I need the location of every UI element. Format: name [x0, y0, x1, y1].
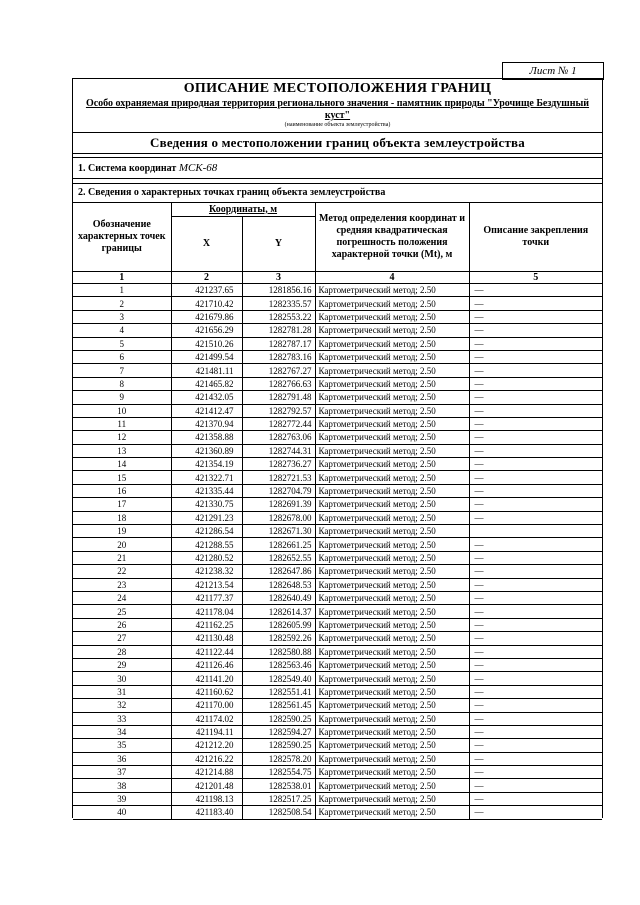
table-row — [73, 712, 602, 725]
coord-x-cell: 421360.89 — [171, 444, 242, 457]
fixing-description-cell: — — [469, 511, 602, 524]
fixing-description-cell: — — [469, 404, 602, 417]
point-number-cell: 37 — [73, 766, 171, 779]
fixing-description-cell: — — [469, 284, 602, 297]
point-number-cell: 15 — [73, 471, 171, 484]
method-cell: Картометрический метод; 2.50 — [315, 498, 469, 511]
coord-y-cell: 1282614.37 — [242, 605, 315, 618]
fixing-description-cell: — — [469, 739, 602, 752]
point-number-cell: 10 — [73, 404, 171, 417]
col-number: 4 — [315, 272, 469, 284]
fixing-description-cell: — — [469, 605, 602, 618]
method-cell: Картометрический метод; 2.50 — [315, 752, 469, 765]
coord-x-cell: 421177.37 — [171, 591, 242, 604]
coord-y-cell: 1282590.25 — [242, 739, 315, 752]
point-number-cell: 39 — [73, 792, 171, 805]
point-number-cell: 18 — [73, 511, 171, 524]
coord-x-cell: 421178.04 — [171, 605, 242, 618]
table-row — [73, 525, 602, 538]
col-number: 3 — [242, 272, 315, 284]
method-cell: Картометрический метод; 2.50 — [315, 725, 469, 738]
method-cell: Картометрический метод; 2.50 — [315, 458, 469, 471]
coord-x-cell: 421412.47 — [171, 404, 242, 417]
col-number: 1 — [73, 272, 171, 284]
col-number: 2 — [171, 272, 242, 284]
coord-x-cell: 421370.94 — [171, 417, 242, 430]
point-number-cell: 6 — [73, 350, 171, 363]
method-cell: Картометрический метод; 2.50 — [315, 672, 469, 685]
coord-y-cell: 1282783.16 — [242, 350, 315, 363]
coord-x-cell: 421330.75 — [171, 498, 242, 511]
coord-y-cell: 1282549.40 — [242, 672, 315, 685]
method-cell: Картометрический метод; 2.50 — [315, 404, 469, 417]
table-row — [73, 324, 602, 337]
table-row — [73, 792, 602, 805]
table-row — [73, 766, 602, 779]
method-cell: Картометрический метод; 2.50 — [315, 511, 469, 524]
point-number-cell: 2 — [73, 297, 171, 310]
col-header-x: X — [171, 217, 242, 272]
method-cell: Картометрический метод; 2.50 — [315, 792, 469, 805]
points-section-label: 2. Сведения о характерных точках границ объекта землеустройства — [73, 184, 602, 203]
fixing-description-cell: — — [469, 417, 602, 430]
method-cell: Картометрический метод; 2.50 — [315, 739, 469, 752]
coord-y-cell: 1282538.01 — [242, 779, 315, 792]
table-row — [73, 431, 602, 444]
fixing-description-cell: — — [469, 752, 602, 765]
coord-x-cell: 421212.20 — [171, 739, 242, 752]
coord-x-cell: 421432.05 — [171, 391, 242, 404]
fixing-description-cell: — — [469, 324, 602, 337]
coord-y-cell: 1282767.27 — [242, 364, 315, 377]
table-row — [73, 658, 602, 671]
table-row — [73, 779, 602, 792]
coord-y-cell: 1282772.44 — [242, 417, 315, 430]
method-cell: Картометрический метод; 2.50 — [315, 551, 469, 564]
coord-y-cell: 1282551.41 — [242, 685, 315, 698]
fixing-description-cell: — — [469, 618, 602, 631]
point-number-cell: 9 — [73, 391, 171, 404]
method-cell: Картометрический метод; 2.50 — [315, 685, 469, 698]
coord-x-cell: 421126.46 — [171, 658, 242, 671]
table-row — [73, 645, 602, 658]
point-number-cell: 32 — [73, 699, 171, 712]
coord-x-cell: 421170.00 — [171, 699, 242, 712]
coord-x-cell: 421183.40 — [171, 806, 242, 819]
col-header-y: Y — [242, 217, 315, 272]
coord-x-cell: 421465.82 — [171, 377, 242, 390]
coord-x-cell: 421141.20 — [171, 672, 242, 685]
coord-x-cell: 421198.13 — [171, 792, 242, 805]
coord-y-cell: 1282678.00 — [242, 511, 315, 524]
col-header-coordinates: Координаты, м — [171, 203, 315, 217]
coord-x-cell: 421122.44 — [171, 645, 242, 658]
title-block — [73, 80, 602, 133]
coord-y-cell: 1282671.30 — [242, 525, 315, 538]
method-cell: Картометрический метод; 2.50 — [315, 618, 469, 631]
coord-x-cell: 421656.29 — [171, 324, 242, 337]
point-number-cell: 12 — [73, 431, 171, 444]
table-row — [73, 605, 602, 618]
method-cell: Картометрический метод; 2.50 — [315, 377, 469, 390]
method-cell: Картометрический метод; 2.50 — [315, 806, 469, 819]
coord-y-cell: 1282553.22 — [242, 310, 315, 323]
method-cell: Картометрический метод; 2.50 — [315, 712, 469, 725]
point-number-cell: 21 — [73, 551, 171, 564]
coord-y-cell: 1282580.88 — [242, 645, 315, 658]
coord-y-cell: 1282792.57 — [242, 404, 315, 417]
table-row — [73, 725, 602, 738]
coord-y-cell: 1282578.20 — [242, 752, 315, 765]
coord-y-cell: 1282594.27 — [242, 725, 315, 738]
coord-x-cell: 421213.54 — [171, 578, 242, 591]
table-row — [73, 297, 602, 310]
coord-x-cell: 421322.71 — [171, 471, 242, 484]
fixing-description-cell: — — [469, 645, 602, 658]
fixing-description-cell: — — [469, 779, 602, 792]
fixing-description-cell: — — [469, 498, 602, 511]
coordinate-system-value: МСК-68 — [178, 162, 218, 174]
method-cell: Картометрический метод; 2.50 — [315, 350, 469, 363]
coord-y-cell: 1282508.54 — [242, 806, 315, 819]
table-row — [73, 471, 602, 484]
table-row — [73, 565, 602, 578]
method-cell: Картометрический метод; 2.50 — [315, 645, 469, 658]
coord-y-cell: 1282561.45 — [242, 699, 315, 712]
coord-y-cell: 1282744.31 — [242, 444, 315, 457]
method-cell: Картометрический метод; 2.50 — [315, 337, 469, 350]
point-number-cell: 33 — [73, 712, 171, 725]
coord-x-cell: 421286.54 — [171, 525, 242, 538]
fixing-description-cell: — — [469, 699, 602, 712]
coord-y-cell: 1282652.55 — [242, 551, 315, 564]
coord-y-cell: 1282648.53 — [242, 578, 315, 591]
fixing-description-cell: — — [469, 725, 602, 738]
fixing-description-cell: — — [469, 806, 602, 819]
point-number-cell: 17 — [73, 498, 171, 511]
method-cell: Картометрический метод; 2.50 — [315, 364, 469, 377]
fixing-description-cell: — — [469, 458, 602, 471]
point-number-cell: 1 — [73, 284, 171, 297]
table-row — [73, 444, 602, 457]
method-cell: Картометрический метод; 2.50 — [315, 591, 469, 604]
table-row — [73, 458, 602, 471]
object-name-caption: (наименование объекта землеустройства) — [284, 122, 391, 128]
method-cell: Картометрический метод; 2.50 — [315, 779, 469, 792]
coord-x-cell: 421216.22 — [171, 752, 242, 765]
coord-x-cell: 421335.44 — [171, 484, 242, 497]
fixing-description-cell: — — [469, 350, 602, 363]
point-number-cell: 30 — [73, 672, 171, 685]
point-number-cell: 36 — [73, 752, 171, 765]
document-frame — [72, 78, 603, 818]
coord-y-cell: 1282781.28 — [242, 324, 315, 337]
fixing-description-cell: — — [469, 310, 602, 323]
coord-y-cell: 1282592.26 — [242, 632, 315, 645]
table-row — [73, 699, 602, 712]
method-cell: Картометрический метод; 2.50 — [315, 471, 469, 484]
method-cell: Картометрический метод; 2.50 — [315, 632, 469, 645]
table-row — [73, 511, 602, 524]
coord-x-cell: 421481.11 — [171, 364, 242, 377]
method-cell: Картометрический метод; 2.50 — [315, 310, 469, 323]
coord-y-cell: 1282554.75 — [242, 766, 315, 779]
point-number-cell: 34 — [73, 725, 171, 738]
coord-y-cell: 1282517.25 — [242, 792, 315, 805]
point-number-cell: 16 — [73, 484, 171, 497]
method-cell: Картометрический метод; 2.50 — [315, 525, 469, 538]
point-number-cell: 26 — [73, 618, 171, 631]
table-row — [73, 484, 602, 497]
table-row — [73, 337, 602, 350]
fixing-description-cell: — — [469, 632, 602, 645]
method-cell: Картометрический метод; 2.50 — [315, 391, 469, 404]
coord-x-cell: 421280.52 — [171, 551, 242, 564]
coord-y-cell: 1282763.06 — [242, 431, 315, 444]
point-number-cell: 31 — [73, 685, 171, 698]
coord-y-cell: 1282691.39 — [242, 498, 315, 511]
coord-y-cell: 1282736.27 — [242, 458, 315, 471]
fixing-description-cell: — — [469, 792, 602, 805]
coord-x-cell: 421237.65 — [171, 284, 242, 297]
method-cell: Картометрический метод; 2.50 — [315, 538, 469, 551]
point-number-cell: 28 — [73, 645, 171, 658]
method-cell: Картометрический метод; 2.50 — [315, 284, 469, 297]
fixing-description-cell: — — [469, 431, 602, 444]
table-row — [73, 364, 602, 377]
coord-y-cell: 1282766.63 — [242, 377, 315, 390]
method-cell: Картометрический метод; 2.50 — [315, 766, 469, 779]
table-row — [73, 538, 602, 551]
sheet-number-label: Лист № 1 — [502, 62, 604, 80]
coord-x-cell: 421358.88 — [171, 431, 242, 444]
table-row — [73, 391, 602, 404]
fixing-description-cell: — — [469, 672, 602, 685]
point-number-cell: 29 — [73, 658, 171, 671]
col-number: 5 — [469, 272, 602, 284]
coord-x-cell: 421354.19 — [171, 458, 242, 471]
table-row — [73, 618, 602, 631]
method-cell: Картометрический метод; 2.50 — [315, 417, 469, 430]
document-title: ОПИСАНИЕ МЕСТОПОЛОЖЕНИЯ ГРАНИЦ — [183, 81, 492, 96]
fixing-description-cell — [469, 525, 602, 538]
table-row — [73, 806, 602, 819]
coord-y-cell: 1282721.53 — [242, 471, 315, 484]
point-number-cell: 5 — [73, 337, 171, 350]
point-number-cell: 8 — [73, 377, 171, 390]
coord-x-cell: 421162.25 — [171, 618, 242, 631]
point-number-cell: 38 — [73, 779, 171, 792]
point-number-cell: 4 — [73, 324, 171, 337]
coord-y-cell: 1282787.17 — [242, 337, 315, 350]
point-number-cell: 27 — [73, 632, 171, 645]
method-cell: Картометрический метод; 2.50 — [315, 658, 469, 671]
coord-y-cell: 1282704.79 — [242, 484, 315, 497]
table-row — [73, 350, 602, 363]
method-cell: Картометрический метод; 2.50 — [315, 605, 469, 618]
col-header-description: Описание закрепления точки — [469, 203, 602, 272]
coord-y-cell: 1282590.25 — [242, 712, 315, 725]
point-number-cell: 7 — [73, 364, 171, 377]
fixing-description-cell: — — [469, 471, 602, 484]
fixing-description-cell: — — [469, 391, 602, 404]
fixing-description-cell: — — [469, 591, 602, 604]
coord-x-cell: 421214.88 — [171, 766, 242, 779]
coord-y-cell: 1282563.46 — [242, 658, 315, 671]
table-row — [73, 739, 602, 752]
fixing-description-cell: — — [469, 565, 602, 578]
coord-x-cell: 421510.26 — [171, 337, 242, 350]
coord-x-cell: 421194.11 — [171, 725, 242, 738]
table-row — [73, 632, 602, 645]
coordinate-system-label: 1. Система координат — [78, 163, 177, 174]
fixing-description-cell: — — [469, 538, 602, 551]
coord-x-cell: 421679.86 — [171, 310, 242, 323]
coord-y-cell: 1282647.86 — [242, 565, 315, 578]
coord-x-cell: 421160.62 — [171, 685, 242, 698]
fixing-description-cell: — — [469, 766, 602, 779]
point-number-cell: 13 — [73, 444, 171, 457]
point-number-cell: 24 — [73, 591, 171, 604]
fixing-description-cell: — — [469, 364, 602, 377]
table-row — [73, 377, 602, 390]
points-table-body — [73, 284, 602, 820]
method-cell: Картометрический метод; 2.50 — [315, 297, 469, 310]
fixing-description-cell: — — [469, 337, 602, 350]
method-cell: Картометрический метод; 2.50 — [315, 578, 469, 591]
coord-x-cell: 421201.48 — [171, 779, 242, 792]
table-row — [73, 404, 602, 417]
point-number-cell: 35 — [73, 739, 171, 752]
col-header-method — [315, 203, 469, 272]
coord-x-cell: 421130.48 — [171, 632, 242, 645]
method-cell: Картометрический метод; 2.50 — [315, 444, 469, 457]
point-number-cell: 25 — [73, 605, 171, 618]
coord-y-cell: 1282605.99 — [242, 618, 315, 631]
coord-x-cell: 421291.23 — [171, 511, 242, 524]
table-row — [73, 752, 602, 765]
point-number-cell: 14 — [73, 458, 171, 471]
coord-y-cell: 1282335.57 — [242, 297, 315, 310]
table-row — [73, 417, 602, 430]
fixing-description-cell: — — [469, 484, 602, 497]
fixing-description-cell: — — [469, 578, 602, 591]
fixing-description-cell: — — [469, 685, 602, 698]
coord-y-cell: 1281856.16 — [242, 284, 315, 297]
point-number-cell: 40 — [73, 806, 171, 819]
method-cell: Картометрический метод; 2.50 — [315, 565, 469, 578]
object-name: Особо охраняемая природная территория регионального значения - памятник природы "Урочище Бездушный куст" — [85, 98, 590, 121]
fixing-description-cell: — — [469, 444, 602, 457]
method-cell: Картометрический метод; 2.50 — [315, 484, 469, 497]
section-title: Сведения о местоположении границ объекта землеустройства — [73, 133, 602, 154]
col-header-point: Обозначение характерных точек границы — [73, 203, 171, 272]
point-number-cell: 20 — [73, 538, 171, 551]
points-table — [73, 203, 602, 820]
fixing-description-cell: — — [469, 712, 602, 725]
table-row — [73, 310, 602, 323]
point-number-cell: 23 — [73, 578, 171, 591]
table-row — [73, 578, 602, 591]
fixing-description-cell: — — [469, 377, 602, 390]
coord-x-cell: 421499.54 — [171, 350, 242, 363]
coord-x-cell: 421238.32 — [171, 565, 242, 578]
fixing-description-cell: — — [469, 297, 602, 310]
col-header-method-text: Метод определения координат и средняя квадратическая погрешность положения характерной точки (Mt), м — [319, 213, 465, 260]
table-row — [73, 284, 602, 297]
coord-x-cell: 421288.55 — [171, 538, 242, 551]
point-number-cell: 11 — [73, 417, 171, 430]
table-row — [73, 672, 602, 685]
coord-x-cell: 421174.02 — [171, 712, 242, 725]
coord-y-cell: 1282640.49 — [242, 591, 315, 604]
point-number-cell: 3 — [73, 310, 171, 323]
coordinate-system-line — [73, 158, 602, 179]
point-number-cell: 19 — [73, 525, 171, 538]
coord-y-cell: 1282791.48 — [242, 391, 315, 404]
coord-x-cell: 421710.42 — [171, 297, 242, 310]
table-row — [73, 685, 602, 698]
method-cell: Картометрический метод; 2.50 — [315, 324, 469, 337]
coord-y-cell: 1282661.25 — [242, 538, 315, 551]
point-number-cell: 22 — [73, 565, 171, 578]
method-cell: Картометрический метод; 2.50 — [315, 431, 469, 444]
table-row — [73, 591, 602, 604]
table-row — [73, 551, 602, 564]
fixing-description-cell: — — [469, 551, 602, 564]
table-row — [73, 498, 602, 511]
method-cell: Картометрический метод; 2.50 — [315, 699, 469, 712]
fixing-description-cell: — — [469, 658, 602, 671]
